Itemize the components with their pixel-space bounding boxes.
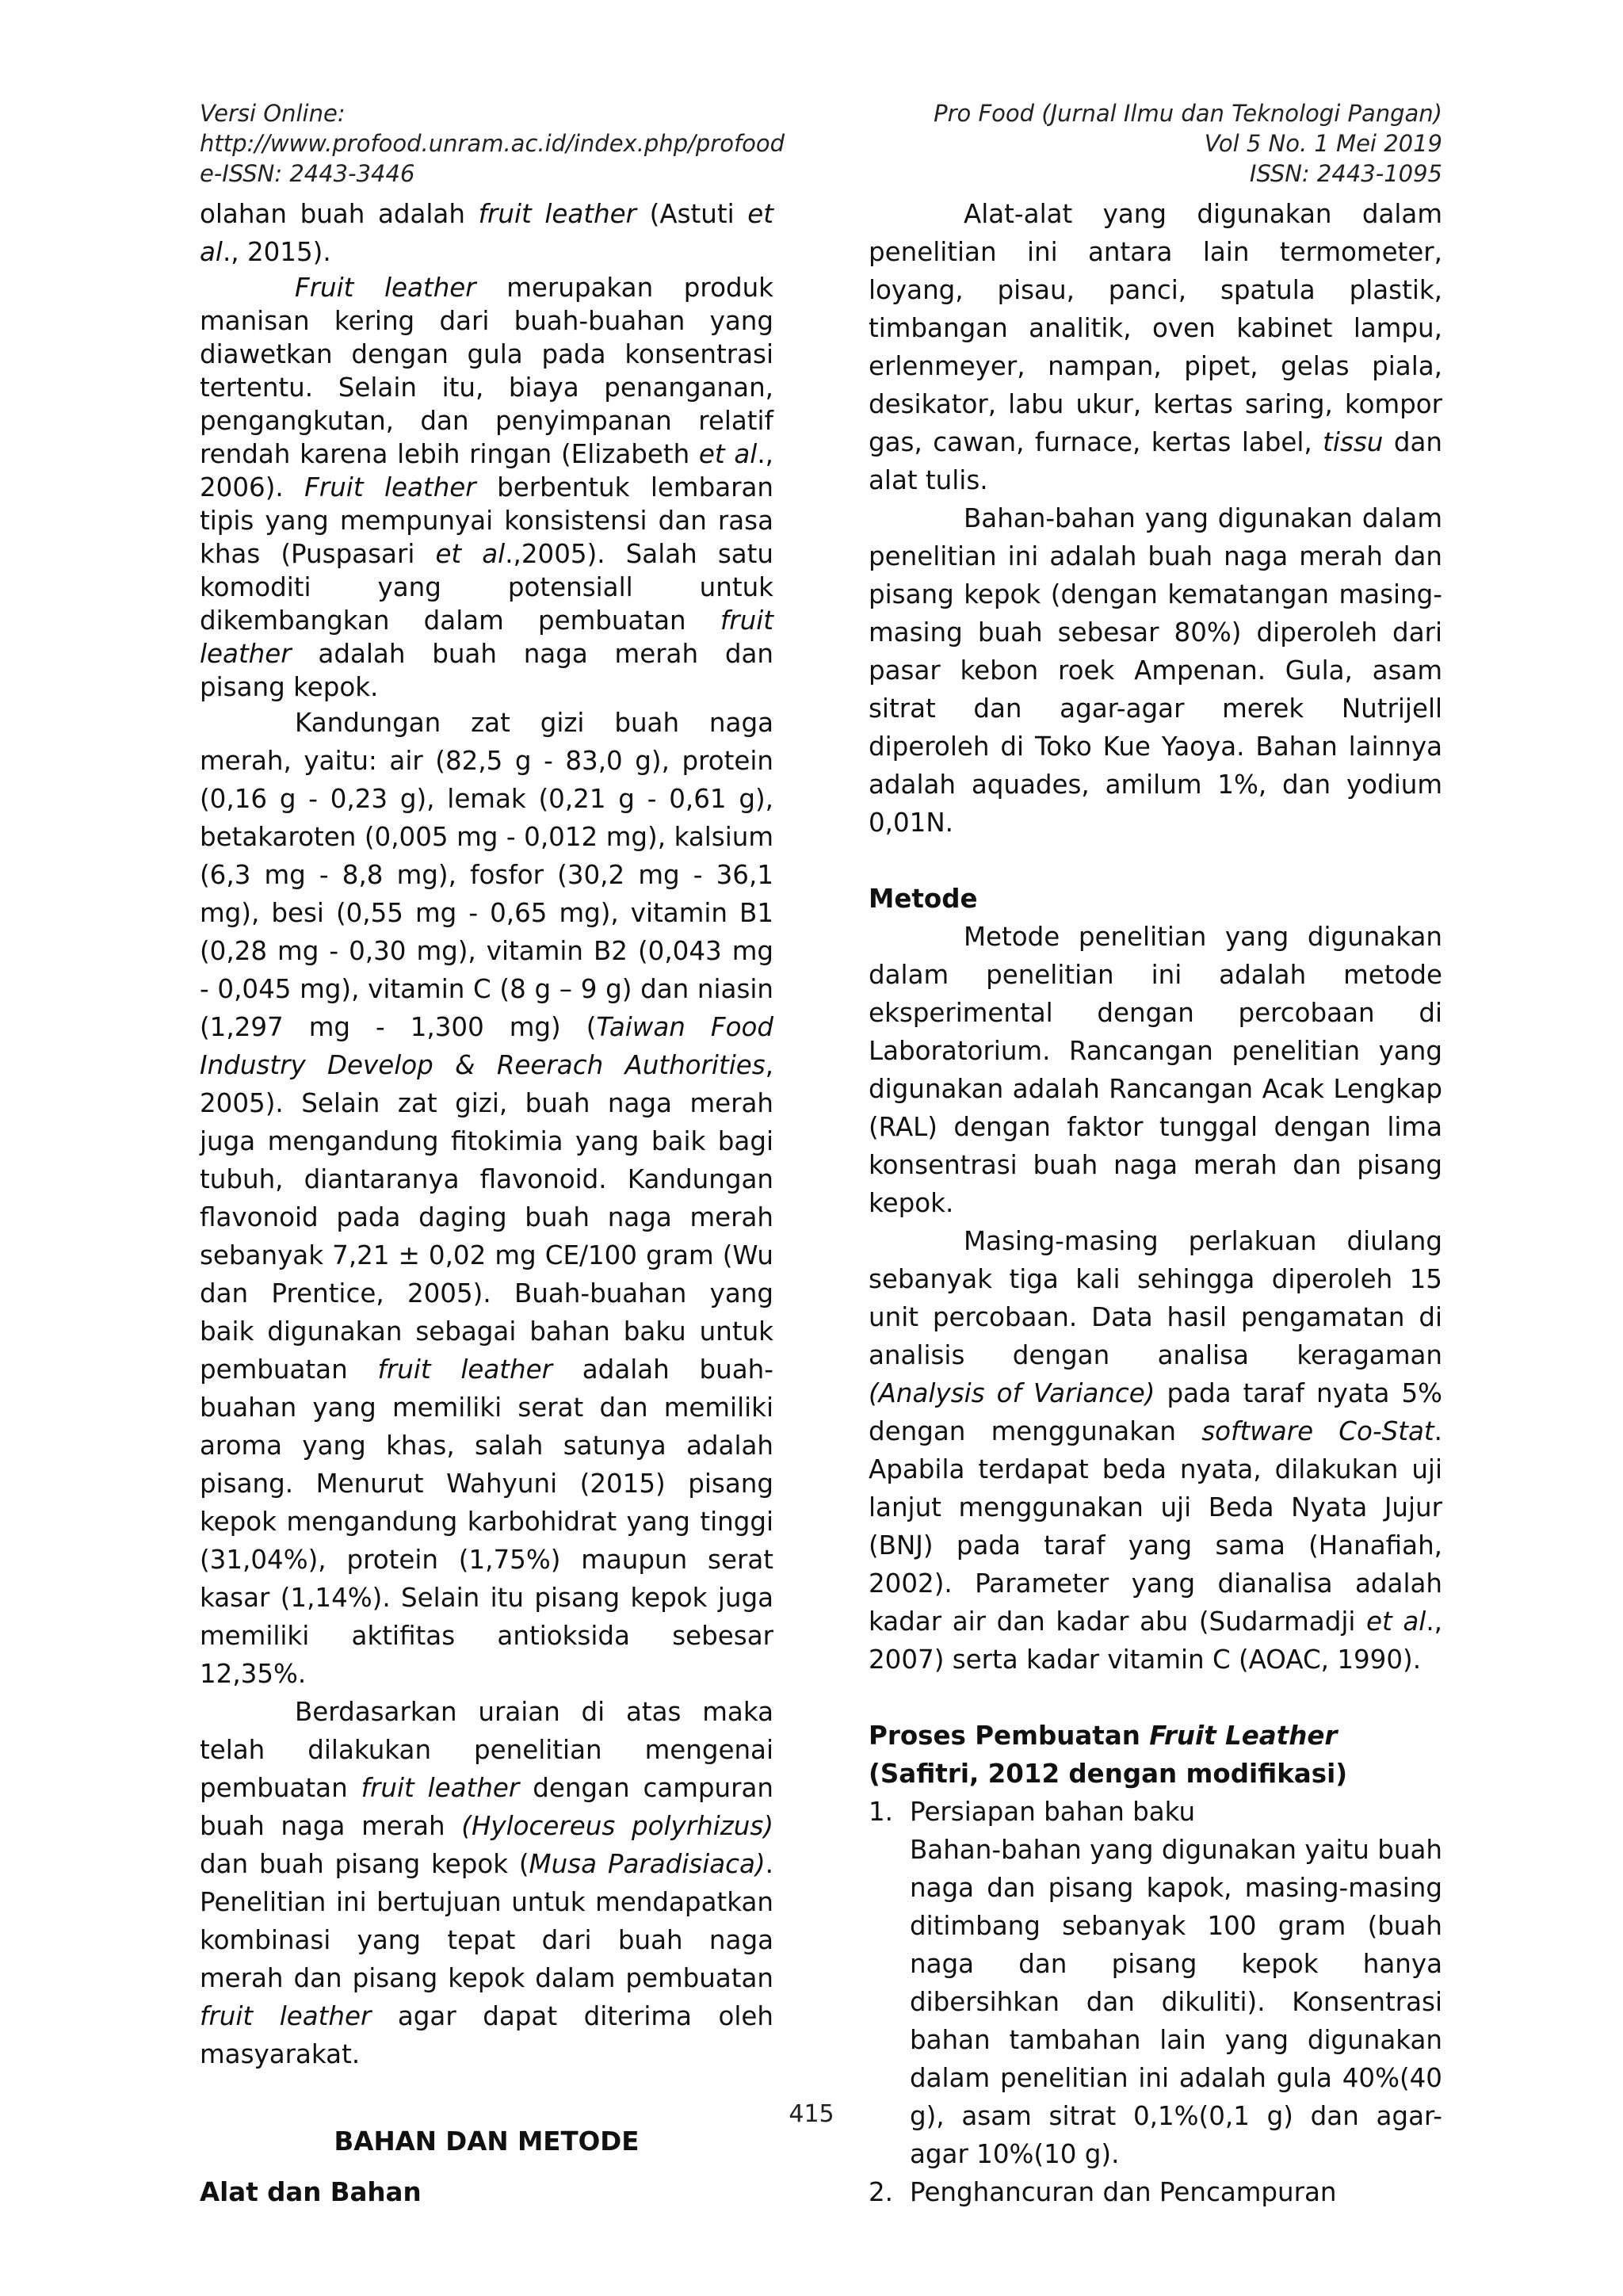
paragraph-metode: Metode penelitian yang digunakan dalam penelitian ini adalah metode eksperimental dengan percobaan di Laboratorium. Rancangan penelitian yang digunakan adalah Rancangan Acak Lengkap (RAL) dengan faktor tunggal dengan lima konsentrasi buah naga merah dan pisang kepok. xyxy=(869,922,1442,1218)
process-steps-list xyxy=(869,1793,1442,2211)
header-right xyxy=(840,98,1442,189)
page-number: 415 xyxy=(789,2100,834,2128)
header-issn: ISSN: 2443-1095 xyxy=(1249,160,1442,187)
right-column xyxy=(869,195,1442,2211)
header-eissn: e-ISSN: 2443-3446 xyxy=(200,160,415,187)
header-url: http://www.profood.unram.ac.id/index.php/profood xyxy=(200,130,785,157)
header-left xyxy=(200,98,802,189)
paragraph-nutrition: Kandungan zat gizi buah naga merah, yaitu: air (82,5 g - 83,0 g), protein (0,16 g - 0,23 g), lemak (0,21 g - 0,61 g), betakaroten (0,005 mg - 0,012 mg), kalsium (6,3 mg - 8,8 mg), fosfor (30,2 mg - 36,1 mg), besi (0,55 mg - 0,65 mg), vitamin B1 (0,28 mg - 0,30 mg), vitamin B2 (0,043 mg - 0,045 mg), vitamin C (8 g – 9 g) dan niasin (1,297 mg - 1,300 mg) (Taiwan Food Industry Develop & Reerach Authorities, 2005). Selain zat gizi, buah naga merah juga mengandung fitokimia yang baik bagi tubuh, diantaranya flavonoid. Kandungan flavonoid pada daging buah naga merah sebanyak 7,21 ± 0,02 mg CE/100 gram (Wu dan Prentice, 2005). Buah-buahan yang baik digunakan sebagai bahan baku untuk pembuatan fruit leather adalah buah-buahan yang memiliki serat dan memiliki aroma yang khas, salah satunya adalah pisang. Menurut Wahyuni (2015) pisang kepok mengandung karbohidrat yang tinggi (31,04%), protein (1,75%) maupun serat kasar (1,14%). Selain itu pisang kepok juga memiliki aktifitas antioksida sebesar 12,35%. xyxy=(200,708,773,1689)
paragraph-objective: Berdasarkan uraian di atas maka telah dilakukan penelitian mengenai pembuatan fruit leather dengan campuran buah naga merah (Hylocereus polyrhizus) dan buah pisang kepok (Musa Paradisiaca). Penelitian ini bertujuan untuk mendapatkan kombinasi yang tepat dari buah naga merah dan pisang kepok dalam pembuatan fruit leather agar dapat diterima oleh masyarakat. xyxy=(200,1697,773,2069)
header-journal-name: Pro Food (Jurnal Ilmu dan Teknologi Pangan) xyxy=(934,100,1442,127)
header-version-label: Versi Online: xyxy=(200,100,346,127)
subheading-alat-bahan: Alat dan Bahan xyxy=(200,2177,422,2207)
list-item: 2. Penghancuran dan Pencampuran xyxy=(869,2177,1337,2207)
paragraph-bahan: Bahan-bahan yang digunakan dalam penelitian ini adalah buah naga merah dan pisang kepok (dengan kematangan masing-masing buah sebesar 80%) diperoleh dari pasar kebon roek Ampenan. Gula, asam sitrat dan agar-agar merek Nutrijell diperoleh di Toko Kue Yaoya. Bahan lainnya adalah aquades, amilum 1%, dan yodium 0,01N. xyxy=(869,503,1442,838)
paragraph-intro-end: olahan buah adalah fruit leather (Astuti et al., 2015). xyxy=(200,199,773,267)
list-item: 1. Persiapan bahan baku Bahan-bahan yang digunakan yaitu buah naga dan pisang kapok, masing-masing ditimbang sebanyak 100 gram (buah naga dan pisang kepok hanya dibersihkan dan dikuliti). Konsentrasi bahan tambahan lain yang digunakan dalam penelitian ini adalah gula 40%(40 g), asam sitrat 0,1%(0,1 g) dan agar-agar 10%(10 g). xyxy=(869,1797,1442,2169)
paragraph-analisis: Masing-masing perlakuan diulang sebanyak tiga kali sehingga diperoleh 15 unit percobaan. Data hasil pengamatan di analisis dengan analisa keragaman (Analysis of Variance) pada taraf nyata 5% dengan menggunakan software Co-Stat. Apabila terdapat beda nyata, dilakukan uji lanjut menggunakan uji Beda Nyata Jujur (BNJ) pada taraf yang sama (Hanafiah, 2002). Parameter yang dianalisa adalah kadar air dan kadar abu (Sudarmadji et al., 2007) serta kadar vitamin C (AOAC, 1990). xyxy=(869,1226,1443,1675)
subheading-metode: Metode xyxy=(869,884,978,914)
left-column xyxy=(200,195,773,2211)
header-volume: Vol 5 No. 1 Mei 2019 xyxy=(1204,130,1442,157)
paragraph-alat: Alat-alat yang digunakan dalam penelitian ini antara lain termometer, loyang, pisau, panci, spatula plastik, timbangan analitik, oven kabinet lampu, erlenmeyer, nampan, pipet, gelas piala, desikator, labu ukur, kertas saring, kompor gas, cawan, furnace, kertas label, tissu dan alat tulis. xyxy=(869,199,1442,495)
subheading-proses: Proses Pembuatan Fruit Leather (Safitri, 2012 dengan modifikasi) xyxy=(869,1721,1348,1789)
section-heading-bahan-metode: BAHAN DAN METODE xyxy=(334,2126,640,2157)
paragraph-fruit-leather: Fruit leather merupakan produk manisan kering dari buah-buahan yang diawetkan dengan gula pada konsentrasi tertentu. Selain itu, biaya penanganan, pengangkutan, dan penyimpanan relatif rendah karena lebih ringan (Elizabeth et al., 2006). Fruit leather berbentuk lembaran tipis yang mempunyai konsistensi dan rasa khas (Puspasari et al.,2005). Salah satu komoditi yang potensiall untuk dikembangkan dalam pembuatan fruit leather adalah buah naga merah dan pisang kepok. xyxy=(200,273,774,702)
